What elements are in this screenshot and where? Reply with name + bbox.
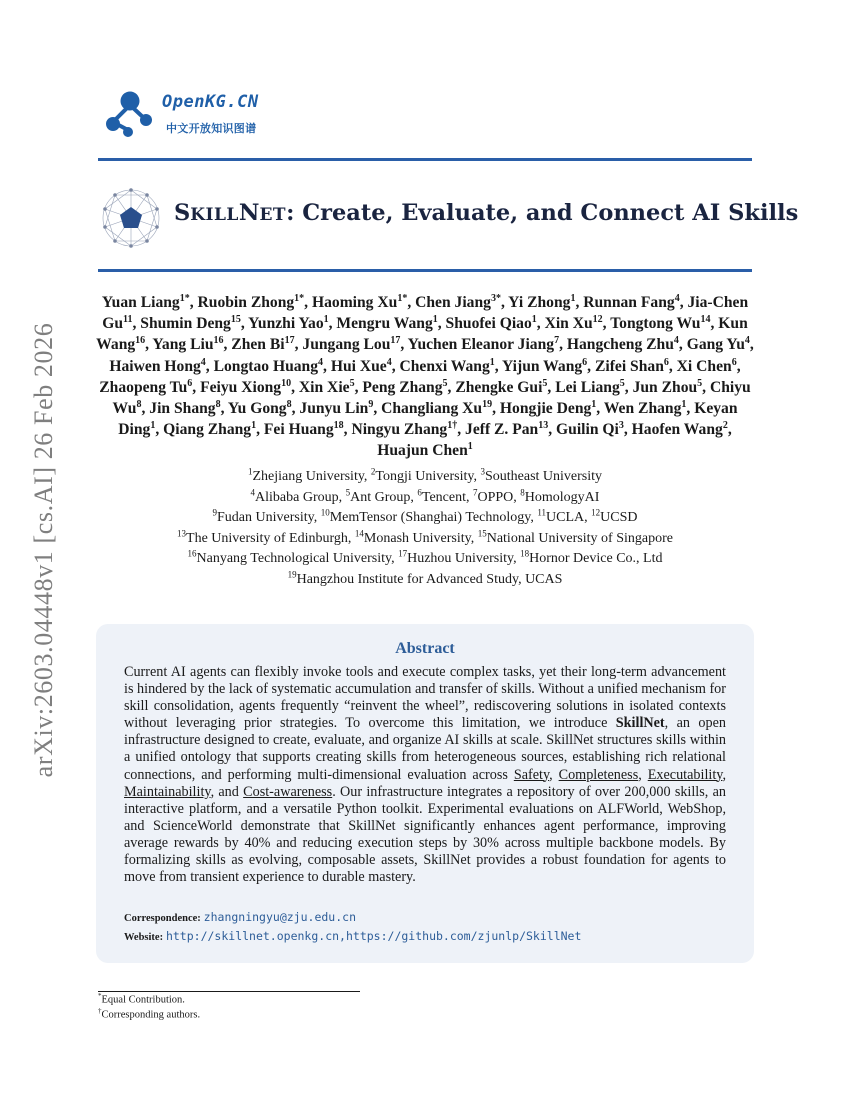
author-affiliation-mark: 1† [447,420,458,432]
author-affiliation-mark: 1 [467,441,473,453]
author-affiliation-mark: 6 [187,377,193,389]
affiliation-name: Zhejiang University [252,469,364,484]
author-affiliation-mark: 8 [136,398,142,410]
skillnet-emblem-icon [100,187,162,249]
author-name: Zhen Bi [231,336,285,354]
footnote-mark-2: † [98,1007,102,1015]
affiliation-mark: 8 [520,486,525,497]
abstract-skillnet-bold: SkillNet [615,715,665,732]
author-affiliation-mark: 1* [179,292,190,304]
title-rest: : Create, Evaluate, and Connect AI Skills [286,200,799,226]
author-name: Yuan Liang [101,294,180,311]
affiliation-name: UCLA [546,510,585,525]
author-name: Jin Shang [149,400,216,418]
affiliation-mark: 18 [520,548,530,559]
abstract-and: , and [210,783,239,800]
author-name: Junyu Lin [299,400,369,418]
author-name: Chen Jiang [415,294,491,311]
abstract-body: Current AI agents can flexibly invoke tools and execute complex tasks, yet their long-term advancement is hindered by the lack of systematic accumulation and transfer of skills. Without a unified mechanism for skill consolidation, agents frequently “reinvent the wheel”, rediscovering solutions in isolated contexts without leveraging prior strategies. To overcome this limitation, we introduce SkillNet, an open infrastructure designed to create, evaluate, and organize AI skills at scale. SkillNet structures skills within a unified ontology that supports creating skills from heterogeneous sources, establishing rich relational connections, and performing multi-dimensional evaluation across Safety, Completeness, Executability, Maintainability, and Cost-awareness. Our infrastructure integrates a repository of over 200,000 skills, an interactive platform, and a versatile Python toolkit. Experimental evaluations on ALFWorld, WebShop, and ScienceWorld demonstrate that SkillNet significantly enhances agent performance, improving average rewards by 40% and reducing execution steps by 30% across multiple backbone models. By formalizing skills as evolving, composable assets, SkillNet provides a robust foundation for agents to move from transient experience to durable mastery. [124,664,726,886]
affiliation-mark: 16 [187,548,197,559]
author-name: Hangcheng Zhu [566,336,674,354]
author-affiliation-mark: 1 [323,314,329,326]
author-name: Jun Zhou [632,378,698,396]
author-affiliation-mark: 5 [697,377,703,389]
author-affiliation-mark: 9 [368,398,374,410]
author-affiliation-mark: 13 [538,420,549,432]
author-name: Yi Zhong [508,294,571,311]
author-name: Yu Gong [227,400,287,418]
header-bottom-rule [98,269,752,272]
author-list: Yuan Liang$^{1*}$, Ruobin Zhong$^{1*}$, Haoming $Xu^{1*}$, Chen Jiang$^{3*}$, Yi Zhong$^1$, Runnan Fang$^4$, Jia-Chen Gu$^{11}$, Shumin Deng$^{15}$, Yunzhi Yao$^1$, Mengru Wang$^1$, Shuofei Qiao$^1$, Xin Xu$^{12}$, Tongtong Wu$^{14}$, Kun Wang$^{16}$, Yang Liu$^{16}$, Zhen Bi$^{17}$, Jungang Lou$^{17}$, Yuchen Eleanor Jiang$^7$, Hangcheng Zhu$^4$, Gang Yu$^4$, Haiwen Hong$^4$, Longtao Huang$^4$, Hui Xue$^4$, Chenxi Wang$^1$, Yijun Wang$^6$, Zifei Shan$^6$, Xi Chen$^6$, Zhaopeng Tu$^6$, Feiyu Xiong$^{10}$, Xin Xie$^5$, Peng Zhang$^5$, Zhengke Gui$^5$, Lei Liang$^5$, Jun Zhou$^5$, Chiyu Wu$^8$, Jin Shang$^8$, Yu Gong$^8$, Junyu Lin$^9$, Changliang Xu$^{19}$, Hongjie Deng$^1$, Wen Zhang$^1$, Keyan Ding$^1$, Qiang Zhang$^1$, Fei Huang$^{18}$, Ningyu Zhang$^{1\dagger}$, Jeff Z. Pan$^{13}$, Guilin Qi$^3$, Haofen Wang$^2$, Huajun Chen$^1$ [96,292,754,460]
author-name: Ningyu Zhang [351,421,448,439]
author-name: Ruobin Zhong [197,294,295,311]
affiliation-mark: 6 [417,486,422,497]
affiliation-name: HomologyAI [524,489,600,505]
author-name: Tongtong Wu [610,315,701,333]
affiliation-line: $^4$Alibaba Group, $^5$Ant Group, $^6$Tencent, $^7$OPPO, $^8$HomologyAI [250,486,600,505]
author-name: Guilin Qi [556,421,619,439]
affiliation-mark: 4 [250,486,256,497]
website-separator: , [339,929,346,943]
author-name: Peng Zhang [362,378,443,396]
author-affiliation-mark: 10 [281,377,292,389]
author-affiliation-mark: 19 [482,398,493,410]
affiliation-mark: 15 [477,527,487,538]
author-affiliation-mark: 11 [123,314,133,326]
dimension-completeness: Completeness [558,766,639,783]
author-affiliation-mark: 2 [722,420,728,432]
author-affiliation-mark: 1 [531,314,537,326]
author-affiliation-mark: 8 [286,398,292,410]
author-name: Gang Yu [686,336,745,354]
author-affiliation-mark: 1 [251,420,257,432]
affiliation-line: $^{16}$Nanyang Technological University, $^{17}$Huzhou University, $^{18}$Hornor Device Co., Ltd [187,548,663,566]
author-name: Chenxi Wang [399,357,490,375]
abstract-text-1: Current AI agents can flexibly invoke tools and execute complex tasks, yet their long-term advancement is hindered by the lack of systematic accumulation and transfer of skills. Without a unified mechanism for skill consolidation, agents frequently “reinvent the wheel”, rediscovering solutions in isolated contexts without leveraging prior strategies. To overcome this limitation, we introduce [124,664,726,732]
affiliation-mark: 14 [354,527,364,538]
author-affiliation-mark: 1 [432,314,438,326]
author-name: Haofen Wang [631,421,723,439]
author-affiliation-mark: 4 [674,292,680,304]
website-link-github[interactable]: https://github.com/zjunlp/SkillNet [345,929,582,943]
author-name: Yunzhi Yao [248,315,324,333]
author-name: Haoming Xu [311,294,398,311]
author-name: Lei Liang [555,378,620,396]
dimension-safety: Safety [513,766,550,783]
affiliation-name: MemTensor (Shanghai) Technology [329,510,531,525]
title-sc-rest2: ET [259,205,287,225]
arxiv-id: arXiv:2603.04448v1 [cs.AI] 26 Feb 2026 [29,322,58,778]
author-affiliation-mark: 17 [390,335,401,347]
abstract-heading: Abstract [395,640,455,657]
affiliation-line: $^1$Zhejiang University, $^2$Tongji University, $^3$Southeast University [247,466,603,484]
affiliation-mark: 11 [537,507,546,518]
author-affiliation-mark: 17 [284,335,295,347]
author-affiliation-mark: 6 [663,356,669,368]
author-affiliation-mark: 1 [150,420,156,432]
affiliation-name: Monash University [363,530,471,546]
author-name: Xin Xu [544,315,593,333]
author-affiliation-mark: 15 [230,314,241,326]
author-name: Zhengke Gui [455,378,543,396]
author-affiliation-mark: 16 [135,335,146,347]
affiliation-mark: 3 [480,466,485,477]
affiliation-name: Ant Group [350,489,411,505]
author-name: Zifei Shan [594,357,664,375]
author-affiliation-mark: 5 [542,377,548,389]
affiliation-name: Hornor Device Co., Ltd [529,551,663,566]
author-name: Huajun Chen [377,442,468,460]
author-name: Hongjie Deng [499,400,592,418]
author-name: Yang Liu [152,336,214,354]
author-affiliation-mark: 4 [386,356,392,368]
author-name: Fei Huang [263,421,334,439]
logo-subtitle: 中文开放知识图谱 [166,122,257,135]
website-row [124,929,581,943]
affiliation-name: Southeast University [484,469,603,484]
author-name: Shuofei Qiao [445,315,532,333]
affiliation-line [120,570,730,591]
author-name: Yuchen Eleanor Jiang [407,336,555,354]
affiliation-name: Hangzhou Institute for Advanced Study, UCAS [296,571,563,587]
author-name: Shumin Deng [140,315,231,333]
author-name: Kun Wang [96,315,748,354]
author-affiliation-mark: 5 [619,377,625,389]
header-top-rule [98,158,752,161]
affiliation-name: OPPO [477,489,514,505]
author-name: Changliang Xu [381,400,483,418]
author-name: Jungang Lou [302,336,391,354]
author-affiliation-mark: 1 [591,398,597,410]
author-affiliation-mark: 18 [333,420,344,432]
affiliation-name: Huzhou University [407,551,514,566]
author-name: Feiyu Xiong [200,378,282,396]
author-affiliation-mark: 4 [200,356,206,368]
logo-name: OpenKG.CN [162,92,259,112]
openkg-molecule-icon [100,88,160,142]
abstract-text-3: . Our infrastructure integrates a repository of over 200,000 skills, an interactive platform, and a versatile Python toolkit. Experimental evaluations on ALFWorld, WebShop, and ScienceWorld demonstrate that SkillNet significantly enhances agent performance, improving average rewards by 40% and reducing execution steps by 30% across multiple backbone models. By formalizing skills as evolving, composable assets, SkillNet provides a robust foundation for agents to move from transient experience to durable mastery. [124,783,726,886]
abstract-text-2: , an open infrastructure designed to create, evaluate, and organize AI skills at scale. SkillNet structures skills within a unified ontology that supports creating skills from heterogeneous sources, establishing rich relational connections, and performing multi-dimensional evaluation across [124,715,726,783]
author-affiliation-mark: 1* [397,292,408,304]
affiliation-mark: 2 [370,466,376,477]
author-name: Xin Xie [298,378,350,396]
affiliation-line: $^9$Fudan University, $^{10}$MemTensor (Shanghai) Technology, $^{11}$UCLA, $^{12}$UCSD [212,507,638,525]
affiliation-mark: 13 [177,527,187,538]
website-label: Website: [124,932,164,943]
website-link-openkg[interactable]: http://skillnet.openkg.cn [165,929,340,943]
affiliation-name: Nanyang Technological University [196,551,392,566]
dimension-maintainability: Maintainability [124,783,211,800]
author-affiliation-mark: 7 [554,335,560,347]
author-name: Xi Chen [676,357,732,375]
author-name: Haiwen Hong [109,357,201,375]
affiliation-name: The University of Edinburgh [186,530,348,546]
author-name: Longtao Huang [213,357,319,375]
affiliation-mark: 10 [320,507,330,518]
correspondence-row [124,910,356,924]
author-affiliation-mark: 6 [582,356,588,368]
affiliation-mark: 17 [398,548,408,559]
author-name: Jia-Chen Gu [102,294,749,333]
affiliation-name: Tongji University [375,469,474,484]
openkg-logo[interactable] [100,88,300,142]
author-affiliation-mark: 1 [489,356,495,368]
author-affiliation-mark: 3 [618,420,624,432]
author-name: Hui Xue [330,357,387,375]
affiliation-mark: 1 [247,466,253,477]
author-affiliation-mark: 16 [213,335,224,347]
correspondence-label: Correspondence: [124,913,201,924]
affiliation-mark: 5 [345,486,351,497]
affiliation-name: Tencent [421,489,466,505]
affiliation-mark: 9 [212,507,218,518]
author-name: Jeff Z. Pan [465,421,539,439]
correspondence-email-link[interactable]: zhangningyu@zju.edu.cn [203,910,356,924]
title-sc-rest: KILL [190,205,239,225]
affiliation-line: $^{13}$The University of Edinburgh, $^{14}$Monash University, $^{15}$National University of Singapore [177,527,673,546]
author-name: Keyan Ding [118,400,738,439]
author-affiliation-mark: 1 [681,398,687,410]
author-affiliation-mark: 12 [592,314,603,326]
author-affiliation-mark: 4 [673,335,679,347]
paper-title [174,200,798,226]
author-name: Runnan Fang [583,294,675,311]
author-name: Mengru Wang [336,315,433,333]
dimension-cost-awareness: Cost-awareness [243,783,333,800]
footnote-text-1: Equal Contribution. [101,994,185,1006]
author-name: Zhaopeng Tu [99,378,188,396]
author-affiliation-mark: 4 [744,335,750,347]
author-affiliation-mark: 5 [349,377,355,389]
author-name: Wen Zhang [603,400,682,418]
author-affiliation-mark: 6 [731,356,737,368]
author-affiliation-mark: 1* [294,292,305,304]
author-affiliation-mark: 14 [700,314,711,326]
affiliation-name: UCSD [600,510,638,525]
author-affiliation-mark: 4 [318,356,324,368]
author-name: Yijun Wang [502,357,583,375]
affiliation-mark: 19 [287,568,297,579]
author-affiliation-mark: 1 [570,292,576,304]
author-affiliation-mark: 5 [442,377,448,389]
footnote-equal-contribution [98,992,185,1006]
author-affiliation-mark: 8 [215,398,221,410]
author-name: Chiyu Wu [112,378,751,418]
affiliation-name: Alibaba Group [255,489,339,505]
affiliation-name: National University of Singapore [486,530,673,546]
affiliation-mark: 7 [473,486,478,497]
footnote-text-2: Corresponding authors. [101,1009,201,1021]
title-sc-second: N [238,200,260,226]
title-sc-first: S [174,200,191,226]
affiliation-name: Fudan University [217,510,314,525]
author-affiliation-mark: 3* [490,292,501,304]
affiliation-list [120,467,730,590]
footnote-mark-1: * [98,992,102,1000]
author-name: Qiang Zhang [163,421,252,439]
affiliation-mark: 12 [591,507,601,518]
footnote-corresponding [98,1007,200,1021]
dimension-executability: Executability [647,766,723,783]
